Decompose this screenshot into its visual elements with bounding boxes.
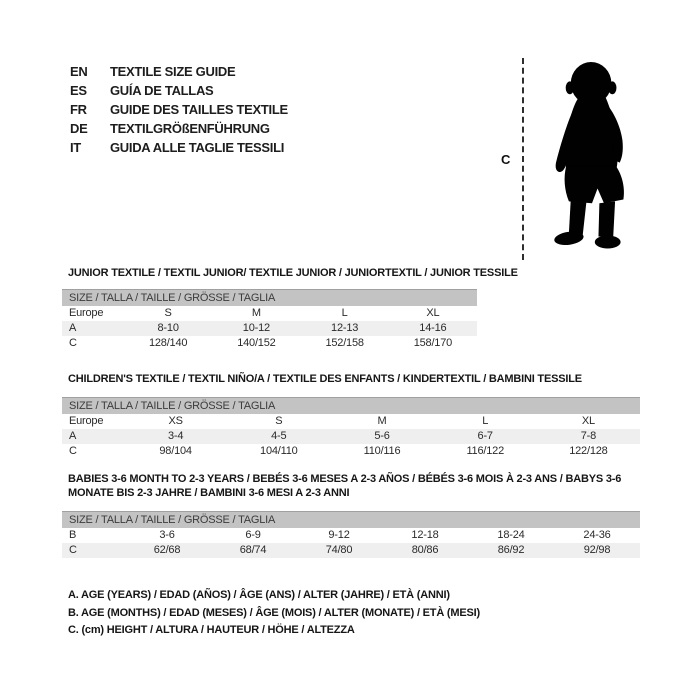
size-cell: M — [251, 307, 261, 319]
size-cell: 14-16 — [419, 322, 447, 334]
language-code: EN — [70, 64, 88, 79]
size-cell: 9-12 — [328, 529, 350, 541]
row-label: C — [69, 337, 77, 349]
size-cell: S — [275, 415, 283, 427]
row-label: C — [69, 544, 77, 556]
row-label: C — [69, 445, 77, 457]
size-cell: 5-6 — [374, 430, 390, 442]
size-cell: 86/92 — [497, 544, 525, 556]
size-cell: 62/68 — [153, 544, 181, 556]
legend-line-c: C. (cm) HEIGHT / ALTURA / HAUTEUR / HÖHE / ALTEZZA — [68, 624, 355, 636]
size-cell: 3-4 — [167, 430, 184, 442]
row-label: Europe — [69, 307, 104, 319]
row-cells — [124, 444, 640, 459]
size-cell: M — [377, 415, 387, 427]
table-row-europe — [62, 414, 640, 429]
baby-silhouette-icon — [532, 54, 652, 262]
size-cell: 7-8 — [580, 430, 597, 442]
table-header: SIZE / TALLA / TAILLE / GRÖSSE / TAGLIA — [62, 511, 640, 528]
size-cell: 6-7 — [477, 430, 493, 442]
babies-section-title: BABIES 3-6 MONTH TO 2-3 YEARS / BEBÉS 3-6 MESES A 2-3 AÑOS / BÉBÉS 3-6 MOIS À 2-3 ANS / BABYS 3-6 MONATE BIS 2-3 JAHRE / BAMBINI 3-6 MESI A 2-3 ANNI — [68, 473, 622, 499]
language-label: TEXTILE SIZE GUIDE — [110, 64, 236, 79]
size-cell: 92/98 — [583, 544, 611, 556]
size-cell: 158/170 — [413, 337, 453, 349]
table-row-c — [62, 336, 477, 351]
table-row-a — [62, 321, 477, 336]
children-size-table — [62, 397, 640, 459]
size-cell: XL — [581, 415, 595, 427]
language-label: GUIDA ALLE TAGLIE TESSILI — [110, 140, 285, 155]
row-cells — [124, 336, 477, 351]
language-code: FR — [70, 102, 87, 117]
size-cell: 8-10 — [157, 322, 179, 334]
language-label: GUIDE DES TAILLES TEXTILE — [110, 102, 288, 117]
size-cell: 6-9 — [245, 529, 261, 541]
size-cell: 4-5 — [271, 430, 287, 442]
size-cell: 104/110 — [260, 445, 298, 457]
legend-line-b: B. AGE (MONTHS) / EDAD (MESES) / ÂGE (MOIS) / ALTER (MONATE) / ETÀ (MESI) — [68, 606, 480, 619]
language-code: DE — [70, 121, 88, 136]
size-cell: 3-6 — [159, 529, 175, 541]
row-label: A — [69, 430, 77, 442]
table-header: SIZE / TALLA / TAILLE / GRÖSSE / TAGLIA — [62, 289, 477, 306]
size-cell: XL — [426, 307, 440, 319]
junior-section-title: JUNIOR TEXTILE / TEXTIL JUNIOR/ TEXTILE JUNIOR / JUNIORTEXTIL / JUNIOR TESSILE — [68, 267, 518, 279]
measure-c-label: C — [501, 152, 511, 167]
size-cell: 116/122 — [466, 445, 504, 457]
junior-size-table — [62, 289, 477, 351]
row-cells — [124, 306, 477, 321]
row-label: Europe — [69, 415, 104, 427]
size-cell: 12-13 — [331, 322, 359, 334]
size-cell: 140/152 — [237, 337, 276, 349]
size-cell: 152/158 — [325, 337, 364, 349]
size-cell: 74/80 — [325, 544, 353, 556]
size-cell: 98/104 — [159, 445, 192, 457]
table-row-b — [62, 528, 640, 543]
height-measure-figure — [500, 50, 655, 268]
table-row-europe — [62, 306, 477, 321]
row-label: B — [69, 529, 77, 541]
row-cells — [124, 543, 640, 558]
language-label: GUÍA DE TALLAS — [110, 83, 214, 98]
measurement-legend — [68, 587, 480, 640]
table-row-a — [62, 429, 640, 444]
size-cell: 68/74 — [239, 544, 267, 556]
size-cell: S — [164, 307, 172, 319]
language-guide-list — [70, 62, 288, 157]
babies-size-table — [62, 511, 640, 558]
size-cell: L — [341, 307, 348, 319]
list-item — [70, 119, 288, 138]
size-cell: 24-36 — [583, 529, 611, 541]
list-item — [70, 62, 288, 81]
height-dashed-line — [522, 58, 524, 260]
row-cells — [124, 321, 477, 336]
size-cell: 18-24 — [497, 529, 525, 541]
table-row-c — [62, 444, 640, 459]
row-cells — [124, 414, 640, 429]
language-code: IT — [70, 140, 81, 155]
list-item — [70, 81, 288, 100]
size-cell: 110/116 — [363, 445, 401, 457]
language-label: TEXTILGRÖßENFÜHRUNG — [110, 121, 270, 136]
table-row-c — [62, 543, 640, 558]
row-cells — [124, 429, 640, 444]
size-cell: 128/140 — [148, 337, 188, 349]
size-cell: 80/86 — [411, 544, 439, 556]
language-code: ES — [70, 83, 87, 98]
row-label: A — [69, 322, 77, 334]
table-header: SIZE / TALLA / TAILLE / GRÖSSE / TAGLIA — [62, 397, 640, 414]
size-cell: 12-18 — [411, 529, 439, 541]
row-cells — [124, 528, 640, 543]
children-section-title: CHILDREN'S TEXTILE / TEXTIL NIÑO/A / TEXTILE DES ENFANTS / KINDERTEXTIL / BAMBINI TESSILE — [68, 373, 582, 385]
size-cell: XS — [168, 415, 183, 427]
size-cell: L — [482, 415, 489, 427]
size-cell: 122/128 — [569, 445, 608, 457]
legend-line-a: A. AGE (YEARS) / EDAD (AÑOS) / ÂGE (ANS) / ALTER (JAHRE) / ETÀ (ANNI) — [68, 589, 450, 601]
list-item — [70, 138, 288, 157]
size-cell: 10-12 — [242, 322, 270, 334]
list-item — [70, 100, 288, 119]
